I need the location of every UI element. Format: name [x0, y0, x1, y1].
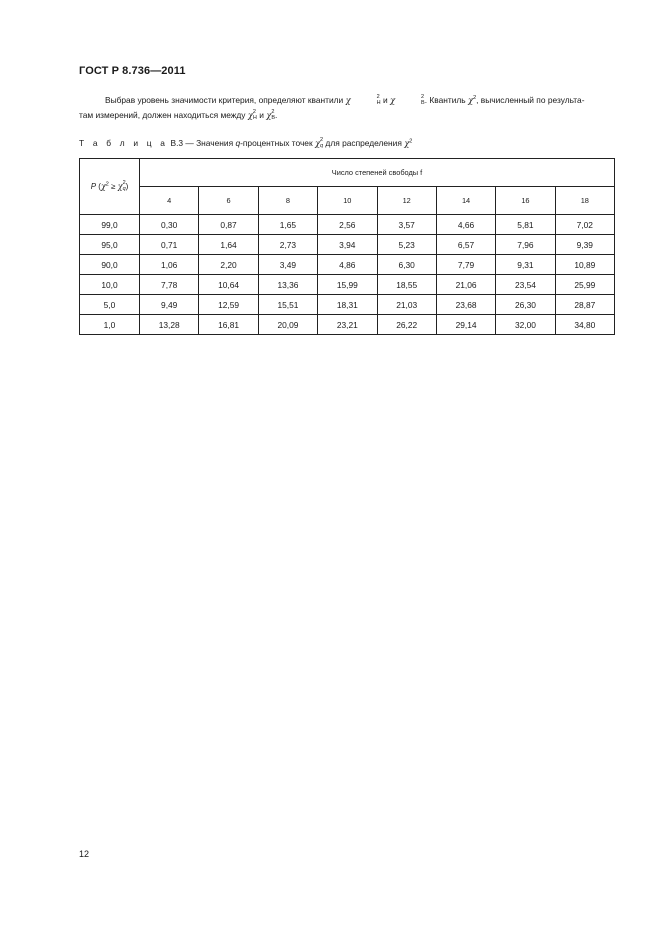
- degree-cell: 6: [199, 187, 258, 215]
- value-cell: 34,80: [555, 315, 614, 335]
- quantile-table: [79, 158, 615, 335]
- value-cell: 23,68: [436, 295, 495, 315]
- table-row: [80, 215, 615, 235]
- superscript: 2: [473, 95, 477, 102]
- value-cell: 18,31: [318, 295, 377, 315]
- chi-symbol: χ: [404, 138, 410, 149]
- chi-symbol: χ: [100, 181, 106, 191]
- chi-symbol: χ: [389, 95, 396, 105]
- table-row: [80, 315, 615, 335]
- value-cell: 26,22: [377, 315, 436, 335]
- chi-symbol: χ: [467, 95, 474, 105]
- value-cell: 20,09: [258, 315, 317, 335]
- value-cell: 7,78: [140, 275, 199, 295]
- probability-cell: 90,0: [80, 255, 140, 275]
- value-cell: 6,30: [377, 255, 436, 275]
- value-cell: 16,81: [199, 315, 258, 335]
- chi-symbol: χ: [345, 95, 351, 105]
- caption-text: -процентных точек: [240, 138, 315, 149]
- body-paragraph: [79, 93, 615, 123]
- value-cell: 21,06: [436, 275, 495, 295]
- chi-symbol: χ: [117, 181, 123, 191]
- document-header: ГОСТ Р 8.736—2011: [79, 65, 186, 77]
- superscript: 2: [271, 108, 275, 115]
- value-cell: 2,73: [258, 235, 317, 255]
- table-body: [80, 215, 615, 335]
- value-cell: 0,87: [199, 215, 258, 235]
- paragraph-text: и: [256, 110, 267, 120]
- value-cell: 5,23: [377, 235, 436, 255]
- script-stack: [271, 108, 278, 121]
- value-cell: 0,30: [140, 215, 199, 235]
- ge-sign: ≥: [108, 181, 118, 191]
- value-cell: 6,57: [436, 235, 495, 255]
- value-cell: 15,51: [258, 295, 317, 315]
- value-cell: 9,31: [496, 255, 555, 275]
- script-stack: [320, 137, 323, 149]
- value-cell: 2,20: [199, 255, 258, 275]
- caption-prefix: Т а б л и ц а: [79, 138, 169, 149]
- script-stack: [253, 109, 257, 121]
- value-cell: 2,56: [318, 215, 377, 235]
- value-cell: 13,36: [258, 275, 317, 295]
- value-cell: 3,94: [318, 235, 377, 255]
- caption-q: q: [235, 138, 241, 149]
- superscript: 2: [376, 93, 380, 100]
- probability-cell: 5,0: [80, 295, 140, 315]
- degree-cell: 8: [258, 187, 317, 215]
- value-cell: 28,87: [555, 295, 614, 315]
- paragraph-line-1: [79, 93, 615, 108]
- script-stack: [351, 94, 381, 106]
- value-cell: 3,49: [258, 255, 317, 275]
- paragraph-text: , вычисленный по результа-: [476, 95, 585, 105]
- subscript: q: [320, 143, 324, 149]
- probability-cell: 1,0: [80, 315, 140, 335]
- subscript: Н: [376, 99, 381, 106]
- chi-symbol: χ: [314, 138, 321, 149]
- paragraph-text: там измерений, должен находиться между: [79, 110, 248, 120]
- degree-cell: 4: [140, 187, 199, 215]
- value-cell: 5,81: [496, 215, 555, 235]
- value-cell: 23,21: [318, 315, 377, 335]
- table-row: [80, 275, 615, 295]
- value-cell: 23,54: [496, 275, 555, 295]
- value-cell: 7,96: [496, 235, 555, 255]
- table-row: [80, 295, 615, 315]
- value-cell: 1,65: [258, 215, 317, 235]
- value-cell: 12,59: [199, 295, 258, 315]
- value-cell: 4,86: [318, 255, 377, 275]
- value-cell: 0,71: [140, 235, 199, 255]
- value-cell: 25,99: [555, 275, 614, 295]
- probability-cell: 10,0: [80, 275, 140, 295]
- value-cell: 9,39: [555, 235, 614, 255]
- caption-text: В.3 — Значения: [168, 138, 236, 149]
- value-cell: 1,06: [140, 255, 199, 275]
- paren: ): [125, 181, 129, 191]
- degree-cell: 14: [436, 187, 495, 215]
- superscript: 2: [409, 138, 413, 145]
- page-number: 12: [79, 849, 90, 859]
- paragraph-text: и: [380, 95, 390, 105]
- table-row: [80, 255, 615, 275]
- subscript: В: [271, 114, 275, 121]
- value-cell: 9,49: [140, 295, 199, 315]
- script-stack: [123, 180, 126, 192]
- value-cell: 29,14: [436, 315, 495, 335]
- value-cell: 13,28: [140, 315, 199, 335]
- caption-text: для распределения: [323, 138, 405, 149]
- value-cell: 3,57: [377, 215, 436, 235]
- p-letter: P: [90, 181, 97, 191]
- paren: (: [96, 181, 101, 191]
- table-header-row: [80, 159, 615, 187]
- degree-cell: 16: [496, 187, 555, 215]
- value-cell: 32,00: [496, 315, 555, 335]
- degree-cell: 10: [318, 187, 377, 215]
- value-cell: 10,89: [555, 255, 614, 275]
- chi-symbol: χ: [247, 110, 253, 120]
- degrees-of-freedom-header: Число степеней свободы f: [140, 159, 615, 187]
- script-stack: [395, 94, 425, 106]
- paragraph-text: .: [274, 110, 278, 120]
- value-cell: 1,64: [199, 235, 258, 255]
- value-cell: 15,99: [318, 275, 377, 295]
- subscript: Н: [252, 114, 257, 121]
- subscript: В: [421, 99, 425, 106]
- value-cell: 7,02: [555, 215, 614, 235]
- superscript: 2: [105, 180, 109, 187]
- subscript: q: [122, 185, 126, 192]
- table-row: [80, 235, 615, 255]
- superscript: 2: [421, 93, 425, 100]
- probability-cell: 95,0: [80, 235, 140, 255]
- value-cell: 26,30: [496, 295, 555, 315]
- degrees-row: [80, 187, 615, 215]
- paragraph-text: Выбрав уровень значимости критерия, определяют квантили: [105, 95, 346, 105]
- probability-header: [80, 159, 140, 215]
- paragraph-line-2: [79, 108, 615, 123]
- value-cell: 7,79: [436, 255, 495, 275]
- probability-cell: 99,0: [80, 215, 140, 235]
- value-cell: 4,66: [436, 215, 495, 235]
- chi-symbol: χ: [266, 110, 272, 120]
- degree-cell: 12: [377, 187, 436, 215]
- paragraph-text: . Квантиль: [424, 95, 468, 105]
- degree-cell: 18: [555, 187, 614, 215]
- superscript: 2: [252, 108, 256, 115]
- superscript: 2: [122, 179, 126, 186]
- value-cell: 18,55: [377, 275, 436, 295]
- value-cell: 21,03: [377, 295, 436, 315]
- table-caption: [79, 138, 412, 150]
- value-cell: 10,64: [199, 275, 258, 295]
- superscript: 2: [320, 137, 324, 143]
